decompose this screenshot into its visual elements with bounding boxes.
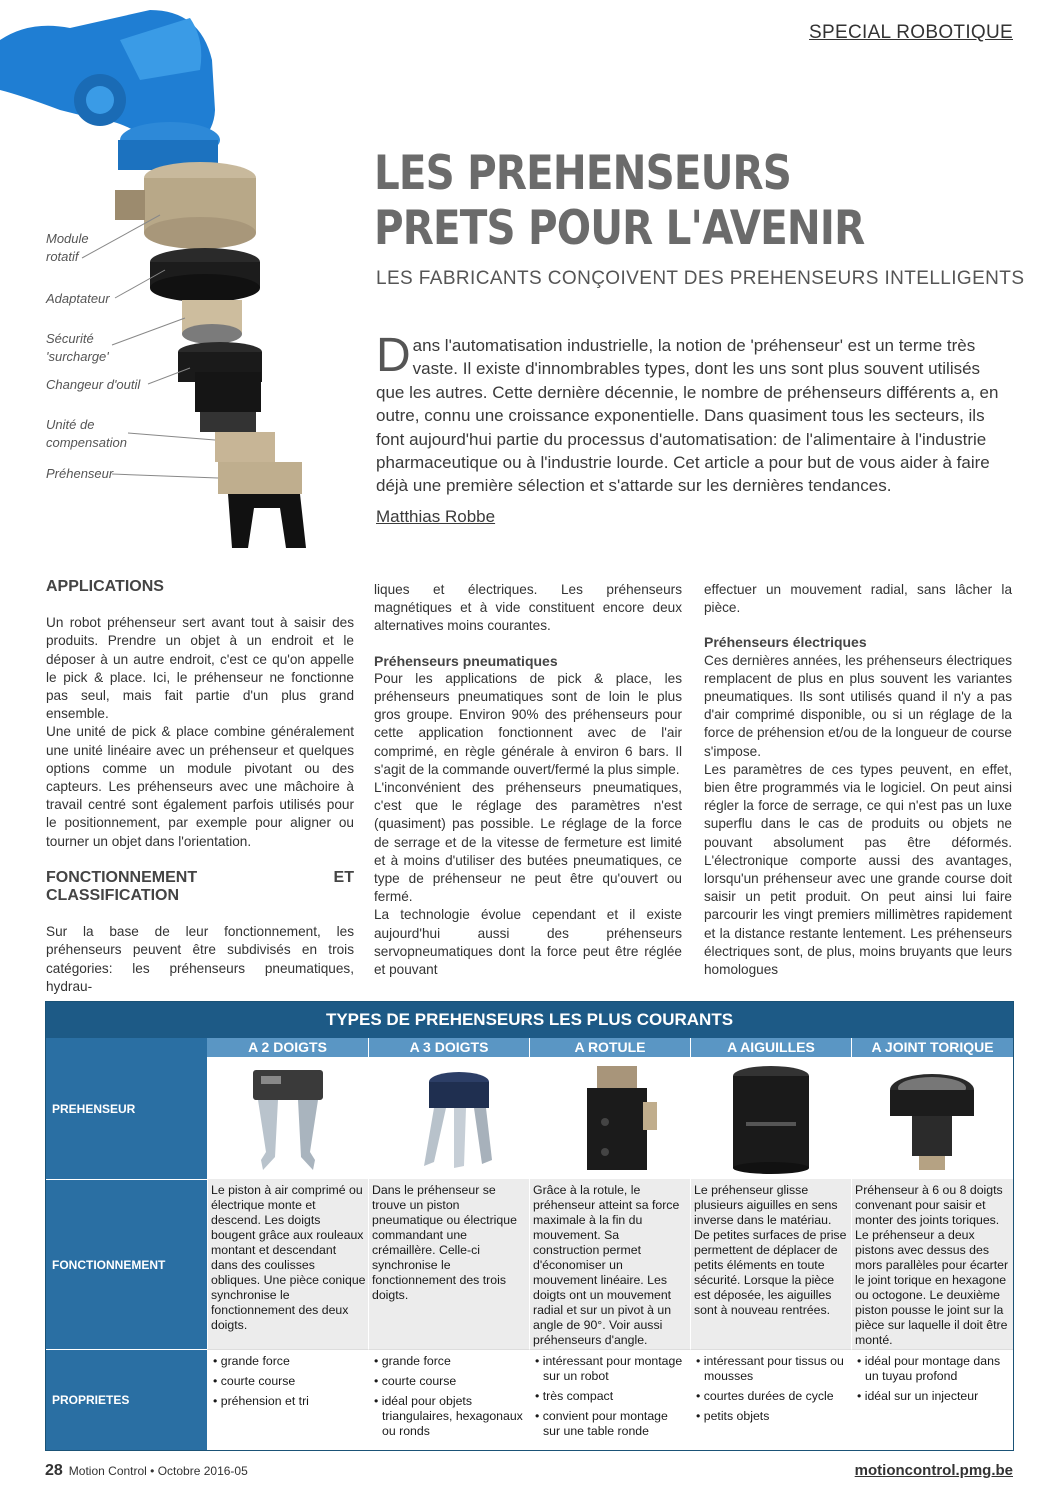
gripper-3-fingers-image bbox=[368, 1057, 529, 1179]
table-cell bbox=[529, 1349, 690, 1450]
callout-adaptateur: Adaptateur bbox=[46, 291, 110, 306]
article-title bbox=[374, 146, 864, 256]
paragraph: La technologie évolue cependant et il existe aujourd'hui aussi des préhenseurs servopneumatiques dont la force peut être réglée et pouvant bbox=[374, 907, 682, 978]
section-tag: SPECIAL ROBOTIQUE bbox=[809, 22, 1013, 43]
column-header: A 2 DOIGTS bbox=[207, 1038, 368, 1057]
list-item: • convient pour montage sur une table ronde bbox=[533, 1409, 688, 1439]
intro-text: ans l'automatisation industrielle, la notion de 'préhenseur' est un terme très vaste. Il existe d'innombrables types, dont les uns sont plus souvent utilisés que les autres. Cette dernière décennie, le nombre de préhenseurs différents a, en outre, connu une croissance exponentielle. Dans quasiment tous les secteurs, ils font aujourd'hui partie du processus d'automatisation: de l'alimentaire à l'industrie pharmaceutique ou à l'industrie lourde. Cet article a pour but de vous aider à faire déjà une première sélection et s'attarde sur les dernières tendances. bbox=[376, 336, 999, 496]
column-1 bbox=[46, 578, 354, 996]
page-number: 28 bbox=[45, 1462, 63, 1479]
paragraph: Les paramètres de ces types peuvent, en effet, bien être programmés via le logiciel. On peut ainsi régler la force de serrage, ce qui n'est pas un luxe superflu dans le cas de produits ou objets ne pouvant absolument pas être déformés. L'électronique comporte aussi des avantages, lorsqu'un préhenseur avec une grande course doit saisir un petit produit. On peut ainsi lui faire parcourir les vingt premiers millimètres rapidement et la distance restante lentement. Les préhenseurs électriques sont, de plus, moins bruyants que leurs homologues bbox=[704, 761, 1012, 978]
gripper-needle-image bbox=[690, 1057, 851, 1179]
list-item: • idéal sur un injecteur bbox=[855, 1389, 1011, 1404]
table-cell bbox=[207, 1349, 368, 1450]
list-item: • courtes durées de cycle bbox=[694, 1389, 849, 1404]
callout-securite: Sécurité 'surcharge' bbox=[46, 331, 109, 364]
paragraph: Un robot préhenseur sert avant tout à saisir des produits. Prendre un objet à un endroit et le déposer à un autre endroit, c'est ce qu'on appelle le pick & place. Ici, le préhenseur ne fonctionne pas seul, mais fait partie d'un plus grand ensemble. bbox=[46, 615, 354, 722]
table-cell bbox=[368, 1349, 529, 1450]
heading-applications: APPLICATIONS bbox=[46, 578, 164, 595]
table-cell: Le préhenseur glisse plusieurs aiguilles en sens inverse dans le matériau. De petites surfaces de prise permettent de déplacer de petits éléments en toute sécurité. Lorsque la pièce est déposée, les aiguilles sont à nouveau rentrées. bbox=[690, 1179, 851, 1349]
column-2 bbox=[374, 581, 682, 979]
table-title: TYPES DE PREHENSEURS LES PLUS COURANTS bbox=[46, 1002, 1013, 1038]
list-item: • très compact bbox=[533, 1389, 688, 1404]
row-label-proprietes: PROPRIETES bbox=[46, 1349, 207, 1450]
callout-prehenseur: Préhenseur bbox=[46, 466, 114, 481]
paragraph: L'inconvénient des préhenseurs pneumatiques, c'est que le réglage des paramètres n'est (quasiment) pas possible. Le réglage de la force de serrage et de la vitesse de fermeture est limité et à moins d'utiliser des butées pneumatiques, ce type de préhenseur ne peut être qu'ouvert ou fermé. bbox=[374, 780, 682, 905]
callout-compensation: Unité de compensation bbox=[46, 417, 127, 450]
column-header: A JOINT TORIQUE bbox=[851, 1038, 1013, 1057]
paragraph: liques et électriques. Les préhenseurs magnétiques et à vide constituent encore deux alternatives moins courantes. bbox=[374, 582, 682, 634]
list-item: • préhension et tri bbox=[211, 1394, 366, 1409]
row-label-prehenseur: PREHENSEUR bbox=[46, 1038, 207, 1179]
table-cell bbox=[690, 1349, 851, 1450]
table-cell: Dans le préhenseur se trouve un piston pneumatique ou électrique commandant une crémaillère. Celle-ci synchronise le fonctionnement des trois doigts. bbox=[368, 1179, 529, 1349]
paragraph: Sur la base de leur fonctionnement, les préhenseurs peuvent être subdivisés en trois catégories: les préhenseurs pneumatiques, hydrau- bbox=[46, 924, 354, 994]
gripper-toggle-image bbox=[529, 1057, 690, 1179]
title-line-1: LES PREHENSEURS bbox=[374, 146, 792, 201]
column-header: A AIGUILLES bbox=[690, 1038, 851, 1057]
list-item: • intéressant pour montage sur un robot bbox=[533, 1354, 688, 1384]
heading-pneumatiques: Préhenseurs pneumatiques bbox=[374, 652, 558, 669]
list-item: • idéal pour montage dans un tuyau profond bbox=[855, 1354, 1011, 1384]
author-link[interactable]: Matthias Robbe bbox=[376, 507, 496, 526]
title-line-2: PRETS POUR L'AVENIR bbox=[374, 201, 865, 256]
paragraph: Ces dernières années, les préhenseurs électriques remplacent de plus en plus souvent les variantes pneumatiques. Ils sont utilisés quand il n'y a pas d'air comprimé disponible, ou si un réglage de la force de préhension et/ou de la longueur de course s'impose. bbox=[704, 652, 1012, 759]
article-subtitle: LES FABRICANTS CONÇOIVENT DES PREHENSEURS INTELLIGENTS bbox=[376, 268, 1025, 289]
heading-electriques: Préhenseurs électriques bbox=[704, 634, 867, 651]
table-cell: Le piston à air comprimé ou électrique monte et descend. Les doigts bougent grâce aux rouleaux montant et descendant dans des coulisses obliques. Une pièce conique synchronise le fonctionnement des deux doigts. bbox=[207, 1179, 368, 1349]
table-cell: Préhenseur à 6 ou 8 doigts convenant pour saisir et monter des joints toriques. Le préhenseur a deux pistons avec dessus des mors parallèles pour écarter le joint torique en hexagone ou octogone. Le deuxième piston pousse le joint sur la pièce sur laquelle il doit être monté. bbox=[851, 1179, 1013, 1349]
list-item: • courte course bbox=[211, 1374, 366, 1389]
column-header: A ROTULE bbox=[529, 1038, 690, 1057]
magazine-info: Motion Control • Octobre 2016-05 bbox=[68, 1464, 248, 1478]
gripper-types-table bbox=[45, 1001, 1014, 1451]
list-item: • intéressant pour tissus ou mousses bbox=[694, 1354, 849, 1384]
paragraph: Une unité de pick & place combine généralement une unité linéaire avec un préhenseur et quelques options comme un module pivotant ou des capteurs. Les préhenseurs avec une mâchoire à travail centré sont également parfois utilisés pour le positionnement, par exemple pour aligner ou tourner un objet dans l'orientation. bbox=[46, 724, 354, 849]
table-cell: Grâce à la rotule, le préhenseur atteint sa force maximale à la fin du mouvement. Sa construction permet d'économiser un mouvement linéaire. Les doigts ont un mouvement radial et sur un pivot à un angle de 90°. Voir aussi préhenseurs d'angle. bbox=[529, 1179, 690, 1349]
callout-changeur: Changeur d'outil bbox=[46, 377, 141, 392]
paragraph: Pour les applications de pick & place, les préhenseurs pneumatiques sont de loin le plus gros groupe. Environ 90% des préhenseurs pour cette application fonctionnent avec de l'air comprimé, en règle générale à environ 6 bars. Il s'agit de la commande ouvert/fermé la plus simple. bbox=[374, 670, 682, 777]
column-3 bbox=[704, 581, 1012, 979]
gripper-2-fingers-image bbox=[207, 1057, 368, 1179]
column-header: A 3 DOIGTS bbox=[368, 1038, 529, 1057]
page-footer bbox=[45, 1462, 248, 1480]
list-item: • grande force bbox=[211, 1354, 366, 1369]
drop-cap: D bbox=[376, 329, 411, 382]
row-label-fonctionnement: FONCTIONNEMENT bbox=[46, 1179, 207, 1349]
list-item: • courte course bbox=[372, 1374, 527, 1389]
table-cell bbox=[851, 1349, 1013, 1450]
list-item: • petits objets bbox=[694, 1409, 849, 1424]
callout-module-rotatif: Module rotatif bbox=[46, 231, 89, 264]
list-item: • idéal pour objets triangulaires, hexagonaux ou ronds bbox=[372, 1394, 527, 1439]
heading-fonctionnement: FONCTIONNEMENT ET CLASSIFICATION bbox=[46, 868, 354, 905]
paragraph: effectuer un mouvement radial, sans lâcher la pièce. bbox=[704, 582, 1012, 616]
article-intro bbox=[376, 329, 1012, 498]
website-link[interactable]: motioncontrol.pmg.be bbox=[854, 1462, 1013, 1479]
list-item: • grande force bbox=[372, 1354, 527, 1369]
gripper-oring-image bbox=[851, 1057, 1013, 1179]
